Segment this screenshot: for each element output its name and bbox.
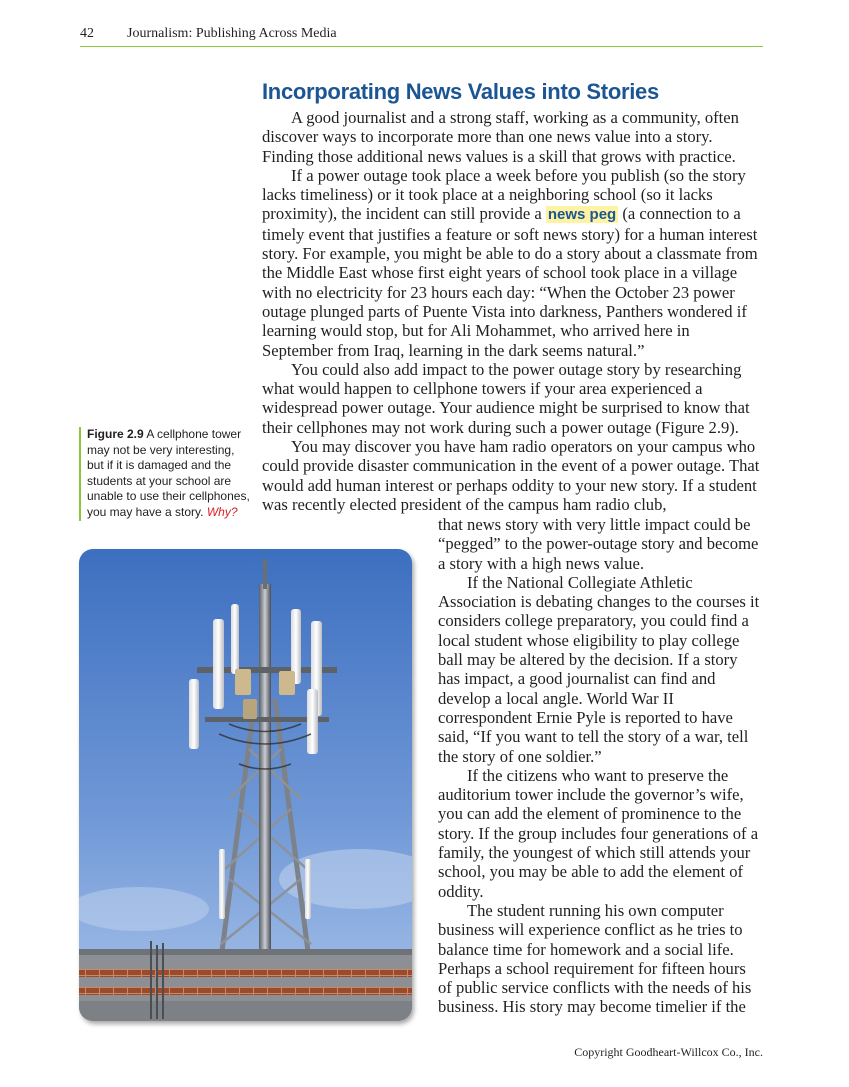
- running-head: [80, 24, 763, 47]
- cellphone-tower-photo: [79, 549, 412, 1021]
- paragraph-4: You may discover you have ham radio operators on your campus who could provide disaster communication in the event of a power outage. That would add human interest or perhaps oddity to your new story. If a student was recently elected president of the campus ham radio club,: [262, 437, 760, 514]
- figure-caption-text: A cellphone tower may not be very interesting, but if it is damaged and the students at your school are unable to use their cellphones, you may have a story.: [87, 427, 250, 519]
- paragraph-2-start: If a power outage took place a week before you publish (so the story lacks timeliness) or it took place at a neighboring school (so it lacks proximity), the incident can still provide a: [262, 165, 746, 224]
- paragraph-5: If the National Collegiate Athletic Association is debating changes to the courses it considers college preparatory, you could find a local student whose eligibility to play college ball may be altered by the decision. If a story has impact, a good journalist can find and develop a local angle. World War II correspondent Ernie Pyle is reported to have said, “If you want to tell the story of a war, tell the story of one soldier.”: [438, 572, 760, 766]
- cellphone-tower-illustration: [79, 549, 412, 1021]
- paragraph-2: [262, 166, 762, 360]
- paragraph-4-continued: that news story with very little impact could be “pegged” to the power-outage story and become a story with a high news value.: [438, 515, 759, 573]
- key-term-news-peg: news peg: [547, 206, 617, 224]
- copyright-footer: Copyright Goodheart-Willcox Co., Inc.: [574, 1045, 763, 1059]
- figure-prompt: Why?: [206, 504, 238, 519]
- paragraph-3: You could also add impact to the power outage story by researching what would happen to cellphone towers if your area experienced a widespread power outage. Your audience might be surprised to know that their cellphones may not work during such a power outage (Figure 2.9).: [262, 359, 750, 437]
- figure-label: Figure 2.9: [87, 427, 144, 441]
- paragraph-7: The student running his own computer business will experience conflict as he tries to balance time for homework and a social life. Perhaps a school requirement for fifteen hours of public service conflicts with the needs of his business. His story may become timelier if the: [438, 900, 752, 1017]
- paragraph-6: If the citizens who want to preserve the auditorium tower include the governor’s wife, you can add the element of prominence to the story. If the group includes four generations of a family, the youngest of which still attends your school, you may be able to add the element of oddity.: [438, 765, 759, 901]
- page-number: 42: [80, 26, 94, 41]
- section-heading: Incorporating News Values into Stories: [262, 79, 659, 104]
- body-text-narrow: [438, 515, 760, 1017]
- book-title: Journalism: Publishing Across Media: [127, 26, 337, 41]
- paragraph-2-end: (a connection to a timely event that justifies a feature or soft news story) for a human interest story. For example, you might be able to do a story about a classmate from the Middle East whose first eight years of school took place in a village with no electricity for 23 hours each day: “When the October 23 power outage plunged parts of Puente Vista into darkness, Panthers wondered if learning would stop, but for Ali Mohammet, who arrived here in September from Iraq, learning in the dark seems natural.”: [262, 204, 758, 360]
- figure-caption: [79, 427, 252, 521]
- body-text-wide: [262, 108, 762, 514]
- paragraph-1: A good journalist and a strong staff, working as a community, often discover ways to incorporate more than one news value into a story. Finding those additional news values is a skill that grows with practice.: [262, 108, 739, 166]
